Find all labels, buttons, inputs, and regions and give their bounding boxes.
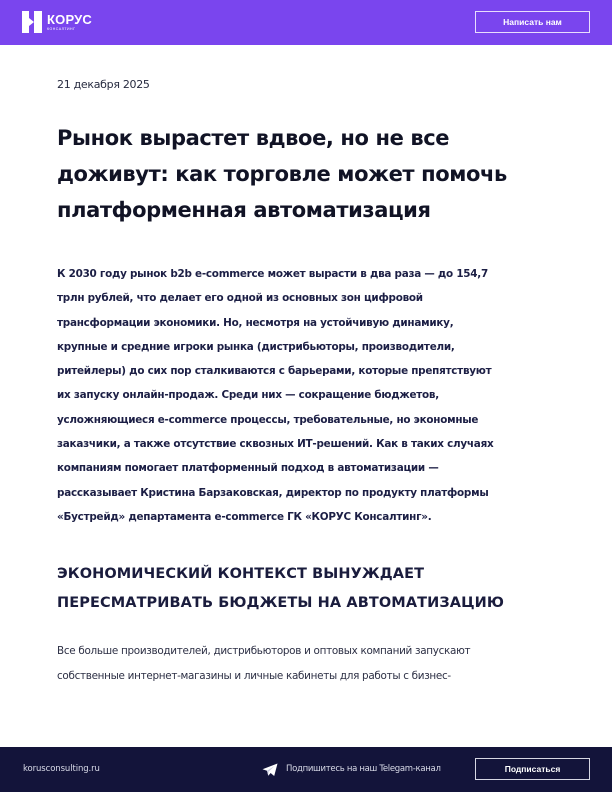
section-heading [57,560,577,618]
article-body [57,639,567,688]
lead-line: их запуску онлайн-продаж. Среди них — сокращение бюджетов, [57,389,439,402]
write-to-us-button[interactable]: Написать нам [475,11,590,33]
korus-logo[interactable] [22,11,92,33]
site-link[interactable]: korusconsulting.ru [23,764,100,774]
telegram-icon[interactable] [262,763,278,777]
site-header [0,0,612,45]
title-line: Рынок вырастет вдвое, но не все [57,126,450,150]
lead-line: рассказывает Кристина Барзаковская, директор по продукту платформы [57,486,489,499]
title-line: доживут: как торговле может помочь [57,162,507,186]
subscribe-button[interactable]: Подписаться [475,758,590,780]
lead-line: К 2030 году рынок b2b e-commerce может вырасти в два раза — до 154,7 [57,268,488,280]
lead-line: «Бустрейд» департамента e-commerce ГК «КОРУС Консалтинг». [57,510,432,523]
title-line: платформенная автоматизация [57,198,431,222]
korus-logo-icon [22,11,42,33]
section-heading-line: ПЕРЕСМАТРИВАТЬ БЮДЖЕТЫ НА АВТОМАТИЗАЦИЮ [57,595,504,611]
body-line: Все больше производителей, дистрибьюторов и оптовых компаний запускают [57,645,471,657]
body-line: собственные интернет-магазины и личные кабинеты для работы с бизнес- [57,669,451,682]
article-date: 21 декабря 2025 [57,78,150,91]
lead-line: усложняющиеся e-commerce процессы, требовательные, но экономные [57,413,479,426]
lead-line: ритейлеры) до сих пор сталкиваются с барьерами, которые препятствуют [57,365,492,378]
logo-subtitle: КОНСАЛТИНГ [47,26,76,31]
lead-line: трлн рублей, что делает его одной из основных зон цифровой [57,292,423,305]
logo-name: КОРУС [47,11,93,27]
article-title [57,120,557,228]
lead-line: компаниям помогает платформенный подход в автоматизации — [57,462,439,475]
telegram-link[interactable]: Подпишитесь на наш Telegam-канал [286,764,441,774]
lead-line: крупные и средние игроки рынка (дистрибьюторы, производители, [57,340,455,353]
lead-line: заказчики, а также отсутствие сквозных ИТ-решений. Как в таких случаях [57,438,494,451]
site-footer [0,747,612,792]
section-heading-line: ЭКОНОМИЧЕСКИЙ КОНТЕКСТ ВЫНУЖДАЕТ [57,566,425,582]
article-lead [57,262,557,529]
lead-line: трансформации экономики. Но, несмотря на устойчивую динамику, [57,316,454,329]
